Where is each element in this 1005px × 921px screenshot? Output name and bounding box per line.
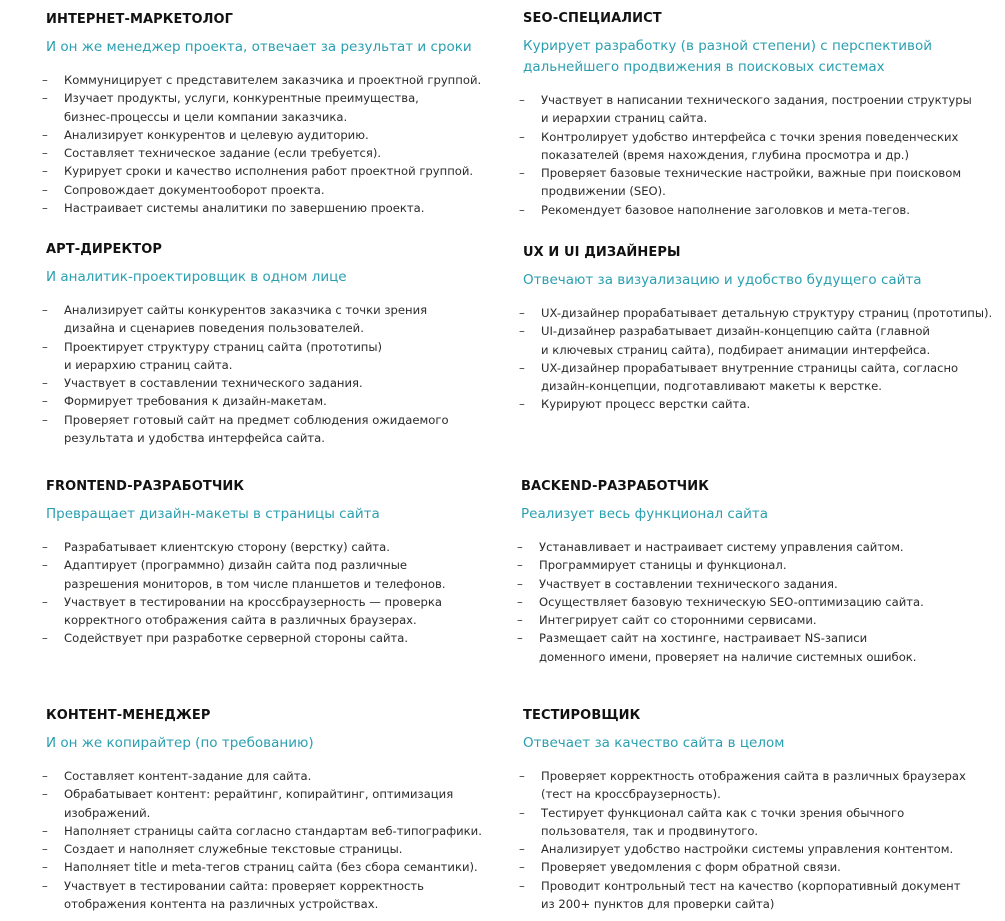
dash-bullet-icon: – bbox=[42, 878, 48, 893]
duty-text: Устанавливает и настраивает систему управления сайтом. bbox=[539, 540, 904, 554]
duty-text: Сопровождает документооборот проекта. bbox=[64, 182, 325, 197]
dash-bullet-icon: – bbox=[42, 594, 48, 609]
dash-bullet-icon: – bbox=[519, 129, 525, 144]
role-title: UX И UI ДИЗАЙНЕРЫ bbox=[523, 245, 681, 260]
role-subtitle: И аналитик-проектировщик в одном лице bbox=[46, 269, 347, 285]
duty-text: UI-дизайнер разрабатывает дизайн-концепцию сайта (главной и ключевых страниц сайта), подбирает анимации интерфейса. bbox=[541, 324, 931, 357]
duty-item bbox=[42, 411, 486, 448]
dash-bullet-icon: – bbox=[517, 594, 523, 609]
role-card-backend-developer bbox=[517, 478, 991, 666]
role-subtitle: И он же менеджер проекта, отвечает за результат и сроки bbox=[46, 39, 472, 55]
dash-bullet-icon: – bbox=[42, 91, 48, 106]
duty-list bbox=[517, 538, 991, 666]
duty-item bbox=[519, 395, 998, 413]
duty-item bbox=[42, 538, 486, 556]
duty-text: Тестирует функционал сайта как с точки зрения обычного пользователя, так и продвинутого. bbox=[541, 805, 905, 838]
dash-bullet-icon: – bbox=[42, 339, 48, 354]
role-subtitle: Отвечают за визуализацию и удобство будущего сайта bbox=[523, 272, 922, 288]
dash-bullet-icon: – bbox=[42, 540, 48, 554]
role-subtitle: Превращает дизайн-макеты в страницы сайта bbox=[46, 506, 380, 522]
duty-text: Проверяет уведомления с форм обратной связи. bbox=[541, 860, 841, 875]
dash-bullet-icon: – bbox=[42, 73, 48, 87]
duty-text: Курирует сроки и качество исполнения работ проектной группой. bbox=[64, 164, 474, 179]
dash-bullet-icon: – bbox=[519, 805, 525, 820]
dash-bullet-icon: – bbox=[519, 306, 525, 320]
duty-item bbox=[519, 359, 998, 396]
duty-text: Участвует в тестировании сайта: проверяет корректность отображения контента на различных устройствах. bbox=[64, 878, 424, 912]
duty-item bbox=[42, 338, 486, 375]
duty-text: Интегрирует сайт со сторонними сервисами. bbox=[539, 613, 817, 628]
role-card-tester bbox=[519, 707, 993, 913]
dash-bullet-icon: – bbox=[517, 540, 523, 554]
role-card-seo-specialist bbox=[519, 10, 993, 219]
duty-item bbox=[519, 877, 993, 914]
dash-bullet-icon: – bbox=[519, 397, 525, 412]
role-card-internet-marketer bbox=[42, 11, 486, 217]
duty-text: Составляет контент-задание для сайта. bbox=[64, 769, 312, 783]
duty-item bbox=[519, 767, 993, 804]
role-title: КОНТЕНТ-МЕНЕДЖЕР bbox=[46, 708, 211, 723]
duty-text: Участвует в тестировании на кроссбраузерность — проверка корректного отображения сайта в различных браузерах. bbox=[64, 594, 442, 628]
dash-bullet-icon: – bbox=[519, 860, 525, 875]
duty-item bbox=[42, 89, 486, 126]
dash-bullet-icon: – bbox=[517, 631, 523, 646]
duty-item bbox=[42, 840, 486, 858]
dash-bullet-icon: – bbox=[517, 613, 523, 628]
duty-text: Контролирует удобство интерфейса с точки зрения поведенческих показателей (время нахождения, глубина просмотра и др.) bbox=[541, 129, 959, 162]
duty-text: Разрабатывает клиентскую сторону (верстку) сайта. bbox=[64, 540, 390, 554]
role-title: BACKEND-РАЗРАБОТЧИК bbox=[521, 479, 709, 494]
dash-bullet-icon: – bbox=[519, 878, 525, 893]
duty-list bbox=[42, 538, 486, 648]
role-subtitle: Курирует разработку (в разной степени) с перспективой дальнейшего продвижения в поисковых системах bbox=[523, 38, 933, 75]
duty-list bbox=[42, 71, 486, 217]
duty-item bbox=[42, 785, 486, 822]
duty-item bbox=[42, 126, 486, 144]
duty-item bbox=[42, 392, 486, 410]
duty-text: Участвует в составлении технического задания. bbox=[64, 376, 363, 391]
duty-text: Программирует станицы и функционал. bbox=[539, 558, 787, 573]
dash-bullet-icon: – bbox=[42, 769, 48, 783]
duty-list bbox=[519, 91, 993, 219]
role-subtitle: Реализует весь функционал сайта bbox=[521, 506, 769, 522]
duty-text: Участвует в написании технического задания, построении структуры и иерархии страниц сайта. bbox=[541, 93, 972, 126]
duty-item bbox=[517, 629, 991, 666]
duty-text: UX-дизайнер прорабатывает внутренние страницы сайта, согласно дизайн-концепции, подготавливают макеты к верстке. bbox=[541, 360, 959, 394]
duty-text: Проводит контрольный тест на качество (корпоративный документ из 200+ пунктов для проверки сайта) bbox=[541, 878, 961, 912]
duty-text: Проектирует структуру страниц сайта (прототипы) и иерархию страниц сайта. bbox=[64, 339, 383, 372]
duty-item bbox=[42, 181, 486, 199]
duty-item bbox=[42, 162, 486, 180]
duty-text: Адаптирует (программно) дизайн сайта под различные разрешения мониторов, в том числе планшетов и телефонов. bbox=[64, 558, 446, 591]
duty-item bbox=[519, 804, 993, 841]
dash-bullet-icon: – bbox=[42, 127, 48, 142]
duty-item bbox=[517, 575, 991, 593]
duty-item bbox=[42, 374, 486, 392]
duty-text: Обрабатывает контент: рерайтинг, копирайтинг, оптимизация изображений. bbox=[64, 787, 454, 820]
role-title: АРТ-ДИРЕКТОР bbox=[46, 242, 162, 257]
dash-bullet-icon: – bbox=[517, 558, 523, 573]
role-title: FRONTEND-РАЗРАБОТЧИК bbox=[46, 479, 245, 494]
dash-bullet-icon: – bbox=[42, 412, 48, 427]
duty-item bbox=[42, 593, 486, 630]
duty-item bbox=[517, 556, 991, 574]
duty-list bbox=[519, 767, 993, 913]
dash-bullet-icon: – bbox=[42, 376, 48, 391]
duty-text: Содействует при разработке серверной стороны сайта. bbox=[64, 631, 409, 646]
duty-item bbox=[42, 301, 486, 338]
duty-text: Формирует требования к дизайн-макетам. bbox=[64, 394, 327, 409]
duty-item bbox=[519, 304, 998, 322]
dash-bullet-icon: – bbox=[519, 360, 525, 375]
dash-bullet-icon: – bbox=[42, 164, 48, 179]
dash-bullet-icon: – bbox=[42, 201, 48, 216]
duty-text: Участвует в составлении технического задания. bbox=[539, 576, 838, 591]
dash-bullet-icon: – bbox=[42, 842, 48, 857]
duty-item bbox=[42, 858, 486, 876]
role-card-content-manager bbox=[42, 707, 486, 913]
duty-item bbox=[519, 164, 993, 201]
duty-item bbox=[517, 593, 991, 611]
duty-item bbox=[42, 822, 486, 840]
role-subtitle: И он же копирайтер (по требованию) bbox=[46, 735, 314, 751]
duty-text: Проверяет базовые технические настройки, важные при поисковом продвижении (SEO). bbox=[541, 166, 962, 199]
duty-text: Анализирует сайты конкурентов заказчика с точки зрения дизайна и сценариев поведения пользователей. bbox=[64, 303, 428, 336]
duty-item bbox=[519, 201, 993, 219]
duty-list bbox=[42, 301, 486, 447]
duty-text: Курируют процесс верстки сайта. bbox=[541, 397, 751, 412]
duty-item bbox=[517, 611, 991, 629]
duty-list bbox=[519, 304, 998, 414]
duty-item bbox=[517, 538, 991, 556]
duty-text: Настраивает системы аналитики по завершению проекта. bbox=[64, 201, 425, 216]
duty-text: Коммуницирует с представителем заказчика и проектной группой. bbox=[64, 73, 482, 87]
dash-bullet-icon: – bbox=[519, 202, 525, 217]
dash-bullet-icon: – bbox=[519, 166, 525, 181]
dash-bullet-icon: – bbox=[42, 823, 48, 838]
duty-text: Размещает сайт на хостинге, настраивает NS-записи доменного имени, проверяет на наличие системных ошибок. bbox=[539, 631, 917, 664]
duty-text: Анализирует конкурентов и целевую аудиторию. bbox=[64, 127, 369, 142]
duty-item bbox=[519, 91, 993, 128]
role-card-frontend-developer bbox=[42, 478, 486, 648]
duty-text: Создает и наполняет служебные текстовые страницы. bbox=[64, 842, 403, 857]
duty-item bbox=[519, 858, 993, 876]
duty-item bbox=[519, 840, 993, 858]
duty-text: Анализирует удобство настройки системы управления контентом. bbox=[541, 842, 954, 857]
role-title: ИНТЕРНЕТ-МАРКЕТОЛОГ bbox=[46, 12, 234, 27]
dash-bullet-icon: – bbox=[519, 769, 525, 783]
role-card-art-director bbox=[42, 241, 486, 447]
dash-bullet-icon: – bbox=[42, 558, 48, 573]
duty-text: Изучает продукты, услуги, конкурентные преимущества, бизнес-процессы и цели компании заказчика. bbox=[64, 91, 419, 124]
duty-item bbox=[42, 629, 486, 647]
duty-text: Проверяет корректность отображения сайта в различных браузерах (тест на кроссбраузерность). bbox=[541, 769, 966, 802]
duty-item bbox=[519, 128, 993, 165]
duty-text: Рекомендует базовое наполнение заголовков и мета-тегов. bbox=[541, 202, 910, 217]
role-card-ux-ui-designers bbox=[519, 244, 998, 414]
duty-item bbox=[42, 199, 486, 217]
role-subtitle: Отвечает за качество сайта в целом bbox=[523, 735, 785, 751]
dash-bullet-icon: – bbox=[42, 303, 48, 317]
duty-list bbox=[42, 767, 486, 913]
dash-bullet-icon: – bbox=[42, 787, 48, 802]
duty-item bbox=[42, 767, 486, 785]
role-title: ТЕСТИРОВЩИК bbox=[523, 708, 641, 723]
dash-bullet-icon: – bbox=[42, 146, 48, 161]
duty-item bbox=[42, 877, 486, 914]
duty-item bbox=[42, 556, 486, 593]
dash-bullet-icon: – bbox=[42, 631, 48, 646]
duty-text: Наполняет title и meta-тегов страниц сайта (без сбора семантики). bbox=[64, 860, 478, 875]
duty-item bbox=[42, 71, 486, 89]
dash-bullet-icon: – bbox=[519, 324, 525, 339]
dash-bullet-icon: – bbox=[42, 182, 48, 197]
role-title: SEO-СПЕЦИАЛИСТ bbox=[523, 11, 662, 26]
duty-text: Наполняет страницы сайта согласно стандартам веб-типографики. bbox=[64, 823, 482, 838]
dash-bullet-icon: – bbox=[517, 576, 523, 591]
dash-bullet-icon: – bbox=[519, 842, 525, 857]
duty-item bbox=[42, 144, 486, 162]
dash-bullet-icon: – bbox=[42, 860, 48, 875]
duty-text: Осуществляет базовую техническую SEO-оптимизацию сайта. bbox=[539, 594, 924, 609]
duty-item bbox=[519, 322, 998, 359]
dash-bullet-icon: – bbox=[519, 93, 525, 107]
duty-text: Проверяет готовый сайт на предмет соблюдения ожидаемого результата и удобства интерфейса сайта. bbox=[64, 412, 449, 446]
duty-text: UX-дизайнер прорабатывает детальную структуру страниц (прототипы). bbox=[541, 306, 993, 320]
dash-bullet-icon: – bbox=[42, 394, 48, 409]
duty-text: Составляет техническое задание (если требуется). bbox=[64, 146, 382, 161]
